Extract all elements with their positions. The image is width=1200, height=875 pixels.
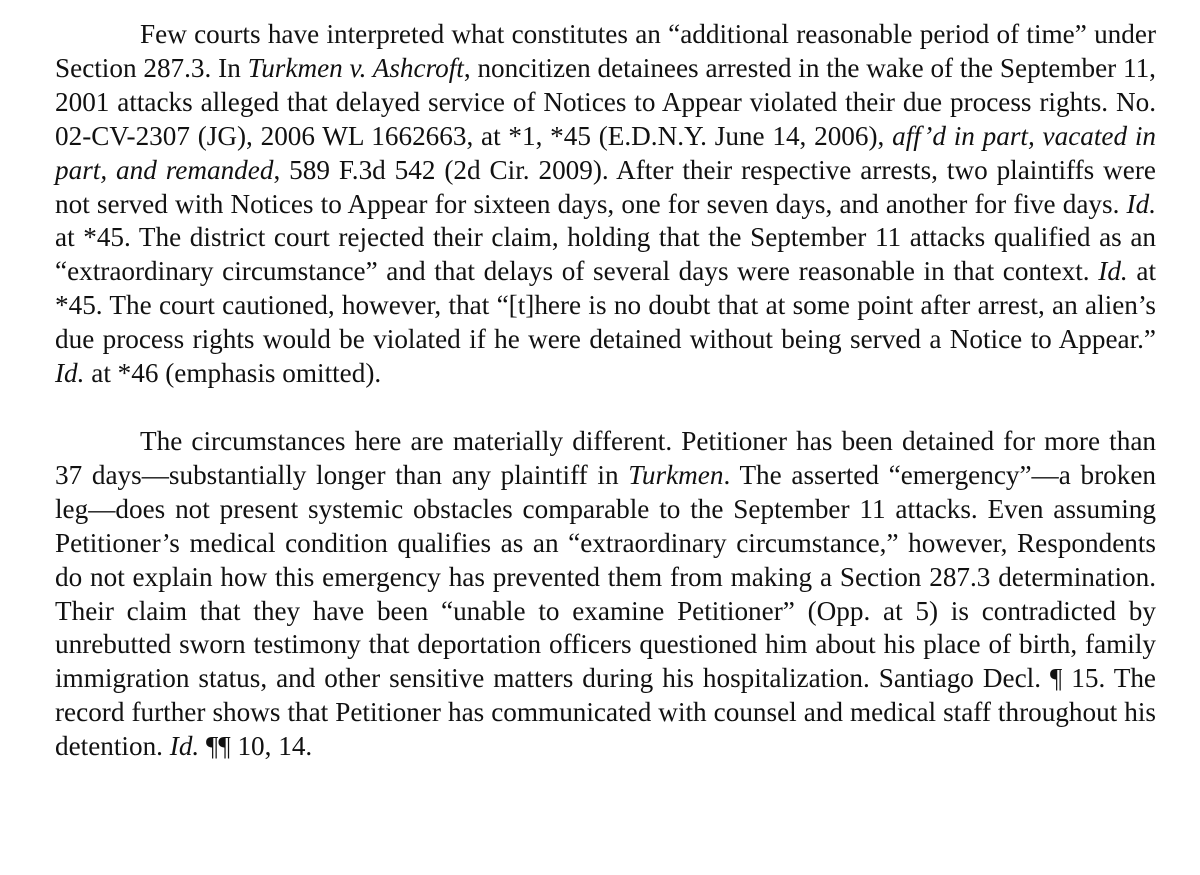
case-name-italic: Turkmen v. Ashcroft: [247, 52, 464, 83]
text-run: at *46 (emphasis omitted).: [84, 358, 382, 389]
paragraph-circumstances: [55, 425, 1156, 764]
text-run: at *45. The court cautioned, however, that “[t]here is no doubt that at some point after arrest, an alien’s due process rights would be violated if he were detained without being served a Notice to Appear.”: [55, 256, 1156, 355]
id-citation-italic: Id.: [55, 358, 85, 389]
paragraph-turkmen: [55, 18, 1156, 391]
id-citation-italic: Id.: [169, 731, 200, 762]
id-citation-italic: Id.: [1126, 188, 1156, 219]
text-run: at *45. The district court rejected their claim, holding that the September 11 attacks qualified as an “extraordinary circumstance” and that delays of several days were reasonable in that context.: [55, 222, 1156, 287]
text-run: Few courts have interpreted what constitutes an “additional reasonable period of time” under Section 287.3. In: [55, 19, 1156, 83]
text-run: . The asserted “emergency”—a broken leg—does not present systemic obstacles comparable to the September 11 attacks. Even assuming Petitioner’s medical condition qualifies as an “extraordinary circumstance,” however, Respondents do not explain how this emergency has prevented them from making a Section 287.3 determination. Their claim that they have been “unable to examine Petitioner” (Opp. at 5) is contradicted by unrebutted sworn testimony that deportation officers questioned him about his place of birth, family immigration status, and other sensitive matters during his hospitalization. Santiago Decl. ¶ 15. The record further shows that Petitioner has communicated with counsel and medical staff throughout his detention.: [55, 459, 1157, 762]
case-name-italic: Turkmen: [628, 459, 724, 490]
id-citation-italic: Id.: [1098, 256, 1128, 287]
text-run: , 589 F.3d 542 (2d Cir. 2009). After their respective arrests, two plaintiffs were not served with Notices to Appear for sixteen days, one for seven days, and another for five days.: [55, 154, 1156, 219]
text-run: ¶¶ 10, 14.: [199, 731, 313, 762]
text-run: , noncitizen detainees arrested in the wake of the September 11, 2001 attacks alleged that delayed service of Notices to Appear violated their due process rights. No. 02-CV-2307 (JG), 2006 WL 1662663, at *1, *45 (E.D.N.Y. June 14, 2006),: [55, 52, 1156, 151]
signal-italic: aff’d in part, vacated in part, and remanded: [55, 120, 1156, 185]
text-run: The circumstances here are materially different. Petitioner has been detained for more than 37 days—substantially longer than any plaintiff in: [55, 425, 1156, 490]
